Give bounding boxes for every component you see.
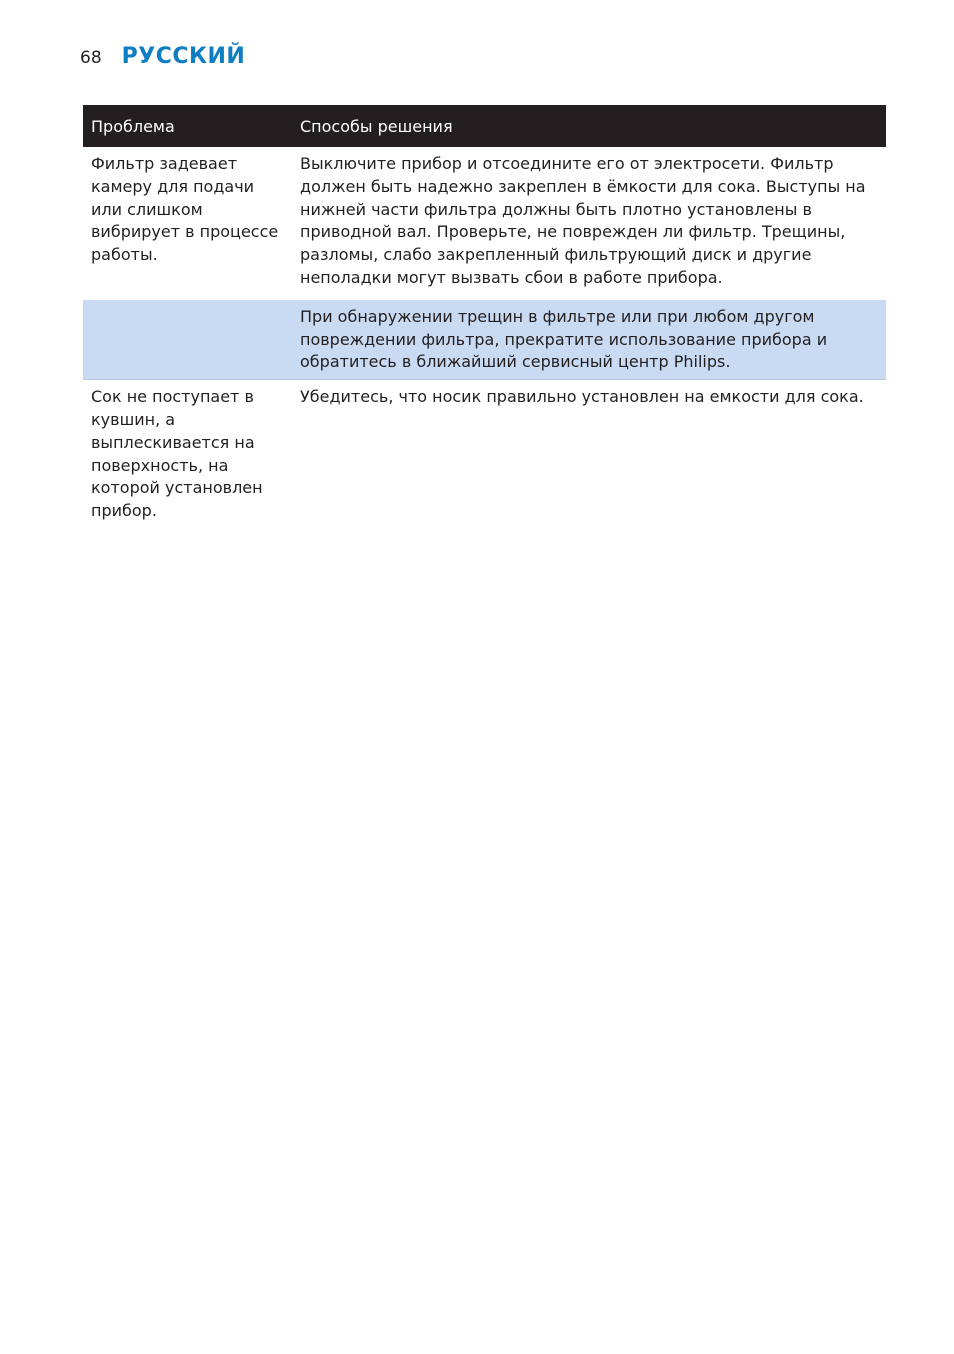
column-header-problem: Проблема (83, 105, 291, 147)
problem-cell: Фильтр задевает камеру для подачи или слишком вибрирует в процессе работы. (91, 154, 279, 265)
table-row (83, 380, 886, 533)
problem-cell (83, 300, 291, 380)
problem-cell: Сок не поступает в кувшин, а выплескивается на поверхность, на которой установлен прибор. (83, 380, 291, 533)
table-row-highlighted (83, 300, 886, 380)
table-header-row (83, 105, 886, 147)
section-title: РУССКИЙ (121, 44, 246, 69)
troubleshooting-table (83, 105, 886, 533)
solution-cell: Убедитесь, что носик правильно установлен на емкости для сока. (291, 380, 886, 533)
column-header-solution: Способы решения (291, 105, 886, 147)
table-row (83, 147, 886, 300)
solution-cell: Выключите прибор и отсоедините его от электросети. Фильтр должен быть надежно закреплен в ёмкости для сока. Выступы на нижней части фильтра должны быть плотно установлены в приводной вал. Проверьте, не поврежден ли фильтр. Трещины, разломы, слабо закрепленный фильтрующий диск и другие неполадки могут вызвать сбои в работе прибора. (300, 154, 866, 287)
page-header (80, 44, 245, 69)
page-number: 68 (80, 48, 102, 68)
solution-cell: При обнаружении трещин в фильтре или при любом другом повреждении фильтра, прекратите использование прибора и обратитесь в ближайший сервисный центр Philips. (291, 300, 886, 380)
